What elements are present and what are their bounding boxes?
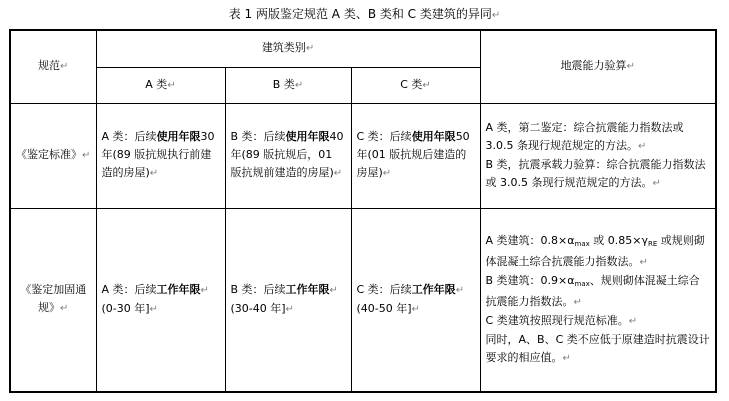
header-seismic: 地震能力验算↵ [480, 30, 716, 103]
row1-seismic [480, 103, 716, 208]
header-class-c: C 类↵ [351, 67, 480, 103]
row1-class-b: B 类：后续使用年限40 年(89 版抗规后，01 版抗规前建造的房屋)↵ [225, 103, 351, 208]
row2-seismic-c: C 类建筑按照现行规范标准。↵ [485, 313, 638, 327]
caption-text: 表 1 两版鉴定规范 A 类、B 类和 C 类建筑的异同 [228, 7, 492, 21]
row2-seismic-b: B 类建筑：$0.9\times\alpha_{max}$、规则砌体混凝土综合抗震能力指数法。↵ [485, 273, 700, 308]
row1-class-a: A 类：后续使用年限30 年(89 版抗规执行前建造的房屋)↵ [96, 103, 225, 208]
row1-class-c: C 类：后续使用年限50 年(01 版抗规后建造的房屋)↵ [351, 103, 480, 208]
paragraph-mark-icon: ↵ [491, 10, 501, 21]
header-class-b: B 类↵ [225, 67, 351, 103]
row1-seismic-b: B 类，抗震承载力验算：综合抗震能力指数法或 3.0.5 条现行规范规定的方法。↵ [485, 157, 706, 189]
row2-class-a: A 类：后续工作年限↵ (0-30 年]↵ [96, 208, 225, 392]
row2-class-c: C 类：后续工作年限↵ (40-50 年]↵ [351, 208, 480, 392]
table-caption [0, 6, 729, 24]
row-jianding-biaozhun [10, 103, 716, 208]
row2-seismic-a: A 类建筑：$0.8\times\alpha_{max}$ 或 $0.85\times\gamma_{RE}$ 或规则砌体混凝土综合抗震能力指数法。↵ [485, 233, 705, 268]
row2-norm: 《鉴定加固通规》↵ [10, 208, 96, 392]
row2-seismic [480, 208, 716, 392]
header-norm: 规范↵ [10, 30, 96, 103]
row1-seismic-a: A 类，第二鉴定：综合抗震能力指数法或 3.0.5 条现行规范规定的方法。↵ [485, 120, 684, 152]
header-class-a: A 类↵ [96, 67, 225, 103]
header-row-1 [10, 30, 716, 67]
row1-norm: 《鉴定标准》↵ [10, 103, 96, 208]
row2-seismic-all: 同时，A、B、C 类不应低于原建造时抗震设计要求的相应值。↵ [485, 332, 710, 364]
header-category: 建筑类别↵ [96, 30, 480, 67]
comparison-table [9, 29, 717, 393]
row2-class-b: B 类：后续工作年限↵ (30-40 年]↵ [225, 208, 351, 392]
row-jianding-jiagu-tonggui [10, 208, 716, 392]
